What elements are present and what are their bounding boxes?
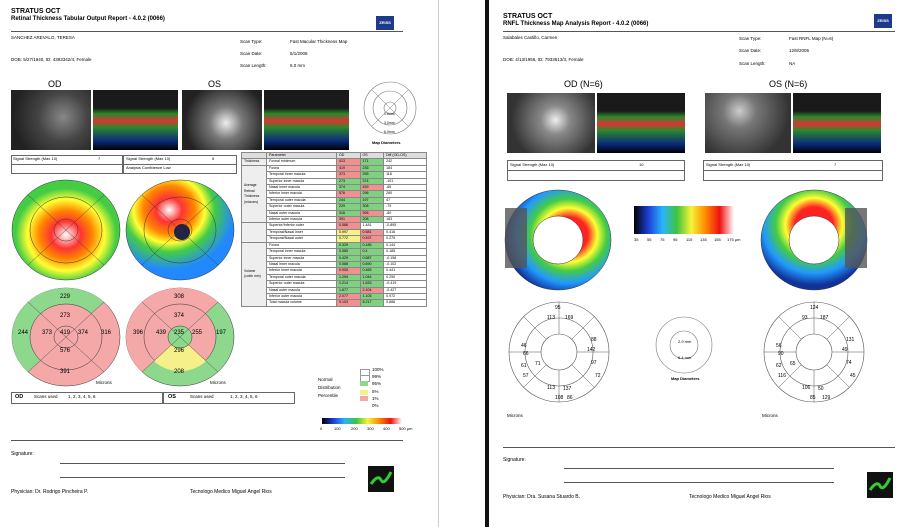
table-cell-diff: 280 (384, 191, 427, 197)
table-cell-diff: 183 (384, 217, 427, 223)
page-gap (440, 0, 484, 527)
header-parameter: Parameter (267, 153, 337, 159)
table-cell-p: Nasal outer macula (267, 287, 337, 293)
header-diff: Diff (OD-OS) (384, 153, 427, 159)
technologist-name: Tecnologo Medico Miguel Angel Rios (190, 489, 272, 495)
rnfl-od-thickness-map (503, 188, 613, 292)
rnfl-scan-date-value: 12/8/2006 (789, 48, 810, 53)
rnfl-scale-tick-95: 95 (673, 237, 678, 242)
pct-swatch-1 (360, 396, 368, 401)
rnfl-os-sector-value: 49 (842, 347, 848, 353)
parameter-table-body (242, 159, 427, 306)
rnfl-od-signal-label: Signal Strength (Max 10) (510, 162, 555, 167)
rnfl-od-signal-value: 10 (639, 162, 644, 167)
pct-95: 95% (372, 381, 382, 386)
table-cell-os: 2.104 (360, 287, 384, 293)
table-cell-od: 391 (336, 217, 360, 223)
rnfl-od-confidence-box (507, 170, 685, 181)
os-microns-label: Microns (210, 380, 226, 385)
table-cell-p: Inferior inner macula (267, 268, 337, 274)
rnfl-od-sector-value: 61 (521, 363, 527, 369)
table-cell-od: 0.588 (336, 261, 360, 267)
rnfl-os-sector-value: 90 (778, 351, 784, 357)
table-cell-os: 8.217 (360, 300, 384, 306)
pct-0: 0% (372, 403, 379, 408)
table-cell-od: 1.677 (336, 287, 360, 293)
table-cell-os: 296 (360, 191, 384, 197)
analysis-confidence: Analysis Confidence Low (126, 165, 171, 170)
table-cell-os: 0.185 (360, 242, 384, 248)
od-thickness-map (10, 178, 122, 283)
rnfl-od-sector-value: 71 (535, 361, 541, 367)
os-inferior-inner: 296 (174, 348, 185, 354)
scan-date-label: Scan Date: (240, 51, 263, 56)
scale-tick-300: 300 (367, 426, 374, 431)
rnfl-os-sector-value: 65 (790, 361, 796, 367)
rnfl-os-confidence-box (703, 170, 883, 181)
pct-1: 1% (372, 396, 379, 401)
os-signal-label: Signal Strength (Max 10) (126, 156, 171, 161)
rnfl-os-label: OS (N=6) (769, 79, 808, 89)
os-superior-inner: 374 (174, 313, 185, 319)
rnfl-os-sector-value: 45 (850, 373, 856, 379)
rnfl-os-fundus-image (705, 93, 791, 153)
rnfl-report-subtitle: RNFL Thickness Map Analysis Report - 4.0.2 (0066) (503, 21, 649, 27)
header-os: OS (360, 153, 384, 159)
rnfl-od-sector-value: 113 (547, 385, 555, 391)
zeiss-logo: ZEISS (874, 14, 892, 28)
rnfl-os-sector-value: 116 (778, 373, 786, 379)
rnfl-scale-tick-35: 35 (634, 237, 639, 242)
table-group-label (242, 223, 267, 242)
table-cell-p: Fovea (267, 242, 337, 248)
table-cell-od: 0.772 (336, 236, 360, 242)
table-cell-od: 273 (336, 178, 360, 184)
table-cell-diff: 184 (384, 165, 427, 171)
table-cell-os: 0.465 (360, 268, 384, 274)
table-cell-p: Inferior inner macula (267, 191, 337, 197)
rnfl-thickness-report (485, 0, 914, 527)
report-title: STRATUS OCT (11, 8, 61, 15)
table-cell-od: 576 (336, 191, 360, 197)
os-fundus-image (182, 90, 262, 150)
table-cell-p: Temporal outer macula (267, 274, 337, 280)
od-microns-label: Microns (96, 380, 112, 385)
thickness-parameter-table (241, 152, 427, 307)
scan-type-value: Fast Macular Thickness Map (290, 39, 348, 44)
patient-dob: DOB: 5/27/1940, ID: 4393342/4, Female (11, 57, 92, 62)
table-cell-os: 439 (360, 185, 384, 191)
rnfl-os-sector-value: 62 (776, 363, 782, 369)
rnfl-scale-tick-75: 75 (660, 237, 665, 242)
table-cell-os: 0.587 (360, 255, 384, 261)
os-superior-outer: 308 (174, 294, 185, 300)
rnfl-map-diameters-diagram (654, 315, 714, 375)
rnfl-os-signal-value: 7 (834, 162, 837, 167)
table-cell-p: Temporal/Nasal outer (267, 236, 337, 242)
os-temporal-inner: 439 (156, 330, 167, 336)
os-temporal-outer: 396 (133, 330, 144, 336)
rnfl-os-sector-value: 187 (820, 315, 829, 321)
report-subtitle: Retinal Thickness Tabular Output Report - 4.0.2 (0066) (11, 16, 165, 22)
table-cell-os: 1.481 (360, 223, 384, 229)
table-cell-p: Inferior outer macula (267, 293, 337, 299)
table-cell-os: 374 (360, 178, 384, 184)
table-cell-os: 308 (360, 204, 384, 210)
rnfl-scan-length-label: Scan Length: (739, 61, 766, 66)
distribution-label: Distribution (318, 385, 341, 390)
table-cell-p: Nasal outer macula (267, 210, 337, 216)
rnfl-report-title: STRATUS OCT (503, 13, 553, 20)
table-cell-p: Temporal inner macula (267, 249, 337, 255)
table-cell-diff: -101 (384, 178, 427, 184)
map-diameters-label: Map Diameters (372, 140, 401, 145)
od-temporal-outer: 244 (18, 330, 29, 336)
rnfl-od-label: OD (N=6) (564, 79, 603, 89)
percentile-label: Percentile (318, 393, 339, 398)
rnfl-od-oct-scan (597, 93, 685, 153)
rnfl-os-sector-value: 131 (846, 337, 855, 343)
rnfl-od-sector-value: 86 (567, 395, 573, 401)
os-oct-scan (264, 90, 349, 150)
rnfl-signature-label: Signature: (503, 457, 526, 463)
scale-tick-100: 100 (334, 426, 341, 431)
od-scans-used-label: Scans used (34, 394, 58, 399)
stratus-emblem (867, 472, 893, 498)
pct-5: 5% (372, 389, 379, 394)
table-cell-od: 0.429 (336, 255, 360, 261)
table-cell-od: 316 (336, 210, 360, 216)
stratus-emblem (368, 466, 394, 492)
table-cell-p: Nasal inner macula (267, 185, 337, 191)
table-cell-os: 396 (360, 210, 384, 216)
table-cell-p: Superior inner macula (267, 255, 337, 261)
rnfl-os-sector-value: 50 (818, 386, 824, 392)
table-group-label: Average Retinal Thickness (microns) (242, 165, 267, 223)
table-cell-p: Total macula volume (267, 300, 337, 306)
table-group-label: Volume (cubic mm) (242, 242, 267, 306)
rnfl-os-sector-value: 129 (822, 395, 831, 401)
table-cell-od: 373 (336, 172, 360, 178)
thickness-color-scale (322, 418, 402, 424)
table-cell-od: 0.329 (336, 242, 360, 248)
table-cell-diff: 0.250 (384, 274, 427, 280)
table-cell-p: Temporal outer macula (267, 197, 337, 203)
normal-label: Normal (318, 377, 333, 382)
table-cell-diff: -0.102 (384, 261, 427, 267)
table-cell-p: Fovea (267, 165, 337, 171)
table-cell-od: 1.214 (336, 281, 360, 287)
table-cell-p: Temporal/Nasal inner (267, 229, 337, 235)
table-cell-od: 0.997 (336, 229, 360, 235)
table-cell-diff: 0.275 (384, 236, 427, 242)
scan-length-label: Scan Length: (240, 63, 267, 68)
rnfl-od-sector-value: 57 (523, 373, 529, 379)
table-cell-os: 1.044 (360, 274, 384, 280)
table-cell-diff: -0.895 (384, 223, 427, 229)
rnfl-od-sector-value: 46 (521, 343, 527, 349)
table-group-label: Thickness (242, 159, 267, 165)
table-cell-diff: 0.886 (384, 300, 427, 306)
rnfl-os-sector-value: 56 (776, 343, 782, 349)
rnfl-patient-name: Salabales Castillo, Carmen (503, 35, 558, 40)
od-signal-label: Signal Strength (Max 10) (13, 156, 58, 161)
os-nasal-outer: 197 (216, 330, 227, 336)
rnfl-ring-label-2: 6.4 mm (678, 355, 692, 360)
table-cell-diff: 0.972 (384, 293, 427, 299)
rnfl-map-diameters-label: Map Diameters (671, 376, 700, 381)
os-nasal-inner: 255 (192, 330, 203, 336)
scan-type-label: Scan Type: (240, 39, 263, 44)
rnfl-od-fundus-image (507, 93, 595, 153)
od-scans-used-value: 1, 2, 3, 4, 5, 6 (68, 394, 96, 399)
rnfl-scan-type-label: Scan Type: (739, 36, 762, 41)
rnfl-od-sector-value: 72 (595, 373, 601, 379)
retinal-thickness-report (0, 0, 439, 527)
table-cell-diff: -80 (384, 210, 427, 216)
table-cell-diff: -0.427 (384, 287, 427, 293)
table-cell-od: 2.077 (336, 293, 360, 299)
table-cell-os: 0.4 (360, 249, 384, 255)
pct-99: 99% (372, 374, 382, 379)
table-cell-diff: 47 (384, 197, 427, 203)
od-oct-scan (93, 90, 178, 150)
rnfl-scale-tick-155: 155 (714, 237, 721, 242)
od-center: 419 (60, 330, 71, 336)
table-cell-od: 9.103 (336, 300, 360, 306)
table-cell-p: Superior outer macula (267, 204, 337, 210)
table-cell-os: 235 (360, 165, 384, 171)
table-cell-os: 1.105 (360, 293, 384, 299)
rnfl-patient-dob: DOB: 4/13/1956, ID: 7933613/3, Female (503, 57, 584, 62)
rnfl-od-sector-value: 95 (555, 305, 561, 311)
table-cell-os: 171 (360, 159, 384, 165)
os-scans-used-label: Scans used (190, 394, 214, 399)
ring-label-2: 3.0mm (384, 121, 395, 125)
od-superior-inner: 273 (60, 313, 71, 319)
table-cell-p: Temporal inner macula (267, 172, 337, 178)
rnfl-os-thickness-map (759, 188, 869, 292)
table-cell-diff: -65 (384, 185, 427, 191)
table-cell-os: 255 (360, 172, 384, 178)
rnfl-od-sector-value: 88 (591, 337, 597, 343)
rnfl-os-sector-value: 85 (810, 395, 816, 401)
scale-tick-400: 400 (383, 426, 390, 431)
patient-name: SANCHEZ AREVALO, TERESA (11, 35, 75, 40)
table-cell-os: 1.633 (360, 281, 384, 287)
table-cell-diff: -0.419 (384, 281, 427, 287)
table-cell-od: 419 (336, 165, 360, 171)
scan-date-value: 5/1/2006 (290, 51, 308, 56)
od-confidence-box (11, 164, 123, 174)
rnfl-os-sector-value: 93 (802, 315, 808, 321)
os-inferior-outer: 208 (174, 369, 185, 375)
table-cell-os: 0.497 (360, 236, 384, 242)
rnfl-scale-tick-115: 115 (686, 237, 693, 242)
os-scans-used-value: 1, 2, 3, 4, 5, 6 (230, 394, 258, 399)
table-cell-os: 0.690 (360, 261, 384, 267)
scan-length-value: 6.0 mm (290, 63, 306, 68)
physician-name: Physician: Dr. Rodrigo Pincheira P. (11, 489, 89, 495)
table-cell-diff: 0.185 (384, 249, 427, 255)
table-cell-od: 0.585 (336, 249, 360, 255)
rnfl-ring-label-1: 2.9 mm (678, 339, 692, 344)
od-signal-value: 7 (98, 156, 101, 161)
rnfl-scan-date-label: Scan Date: (739, 48, 762, 53)
table-cell-p: Superior inner macula (267, 178, 337, 184)
rnfl-technologist-name: Tecnologo Medico Miguel Angel Rios (689, 494, 771, 500)
rnfl-od-sector-value: 108 (555, 395, 564, 401)
table-cell-p: Nasal inner macula (267, 261, 337, 267)
ring-label-3: 6.0mm (384, 130, 395, 134)
rnfl-scale-tick-135: 135 (700, 237, 707, 242)
rnfl-os-sector-value: 106 (802, 385, 811, 391)
table-cell-od: 374 (336, 185, 360, 191)
table-cell-od: 0.905 (336, 268, 360, 274)
os-scans-used-box (163, 392, 295, 404)
os-center: 235 (174, 330, 185, 336)
scale-tick-500: 500 µm (399, 426, 413, 431)
table-row (242, 300, 427, 306)
table-cell-diff: 0.416 (384, 229, 427, 235)
table-cell-od: 0.586 (336, 223, 360, 229)
table-cell-p: Inferior outer macula (267, 217, 337, 223)
scale-tick-0: 0 (320, 426, 323, 431)
od-label: OD (48, 79, 62, 89)
os-thickness-map (124, 178, 236, 283)
rnfl-od-sector-value: 66 (523, 351, 529, 357)
table-cell-os: 0.581 (360, 229, 384, 235)
table-cell-os: 208 (360, 217, 384, 223)
rnfl-od-sector-value: 169 (565, 315, 574, 321)
rnfl-color-scale (634, 206, 734, 234)
rnfl-scan-length-value: NA (789, 61, 796, 66)
pct-swatch-5 (360, 390, 368, 395)
table-cell-od: 1.294 (336, 274, 360, 280)
od-superior-outer: 229 (60, 294, 71, 300)
table-cell-p: Superior outer macula (267, 281, 337, 287)
table-cell-od: 229 (336, 204, 360, 210)
table-cell-diff: 118 (384, 172, 427, 178)
header-od: OD (336, 153, 360, 159)
zeiss-logo: ZEISS (376, 16, 394, 30)
rnfl-scan-type-value: Fast RNFL Map (N=6) (789, 36, 834, 41)
table-cell-diff: 0.441 (384, 268, 427, 274)
ring-label-1: 1.0mm (384, 112, 395, 116)
table-cell-p: Foveal minimum (267, 159, 337, 165)
os-label: OS (208, 79, 222, 89)
rnfl-os-sector-value: 74 (846, 360, 852, 366)
rnfl-od-microns-label: Microns (507, 413, 523, 418)
od-inferior-outer: 391 (60, 369, 71, 375)
rnfl-os-oct-scan (793, 93, 881, 153)
os-scans-label: OS (168, 394, 176, 400)
table-cell-diff: 242 (384, 159, 427, 165)
os-signal-value: 5 (212, 156, 215, 161)
od-inferior-inner: 576 (60, 348, 71, 354)
rnfl-os-signal-label: Signal Strength (Max 10) (706, 162, 751, 167)
rnfl-od-sector-value: 137 (563, 386, 572, 392)
table-cell-os: 197 (360, 197, 384, 203)
scale-tick-200: 200 (351, 426, 358, 431)
rnfl-od-sector-value: 113 (547, 315, 555, 321)
rnfl-os-microns-label: Microns (762, 413, 778, 418)
od-temporal-inner: 373 (42, 330, 53, 336)
rnfl-od-sector-value: 97 (591, 360, 597, 366)
rnfl-physician-name: Physician: Dra. Susana Stuardo B. (503, 494, 580, 500)
table-cell-diff: -0.158 (384, 255, 427, 261)
od-fundus-image (11, 90, 91, 150)
pct-100: 100% (372, 367, 384, 372)
table-cell-diff: 0.144 (384, 242, 427, 248)
signature-label: Signature: (11, 451, 34, 457)
od-nasal-inner: 374 (78, 330, 89, 336)
table-cell-p: Superior/Inferior outer (267, 223, 337, 229)
table-cell-od: 413 (336, 159, 360, 165)
rnfl-scale-tick-175: 175 µm (727, 237, 741, 242)
table-cell-od: 244 (336, 197, 360, 203)
od-scans-label: OD (15, 394, 24, 400)
rnfl-od-sector-value: 142 (587, 347, 596, 353)
rnfl-scale-tick-55: 55 (647, 237, 652, 242)
pct-swatch-95 (360, 381, 368, 386)
rnfl-os-sector-value: 124 (810, 305, 819, 311)
table-cell-diff: -79 (384, 204, 427, 210)
od-nasal-outer: 316 (101, 330, 112, 336)
